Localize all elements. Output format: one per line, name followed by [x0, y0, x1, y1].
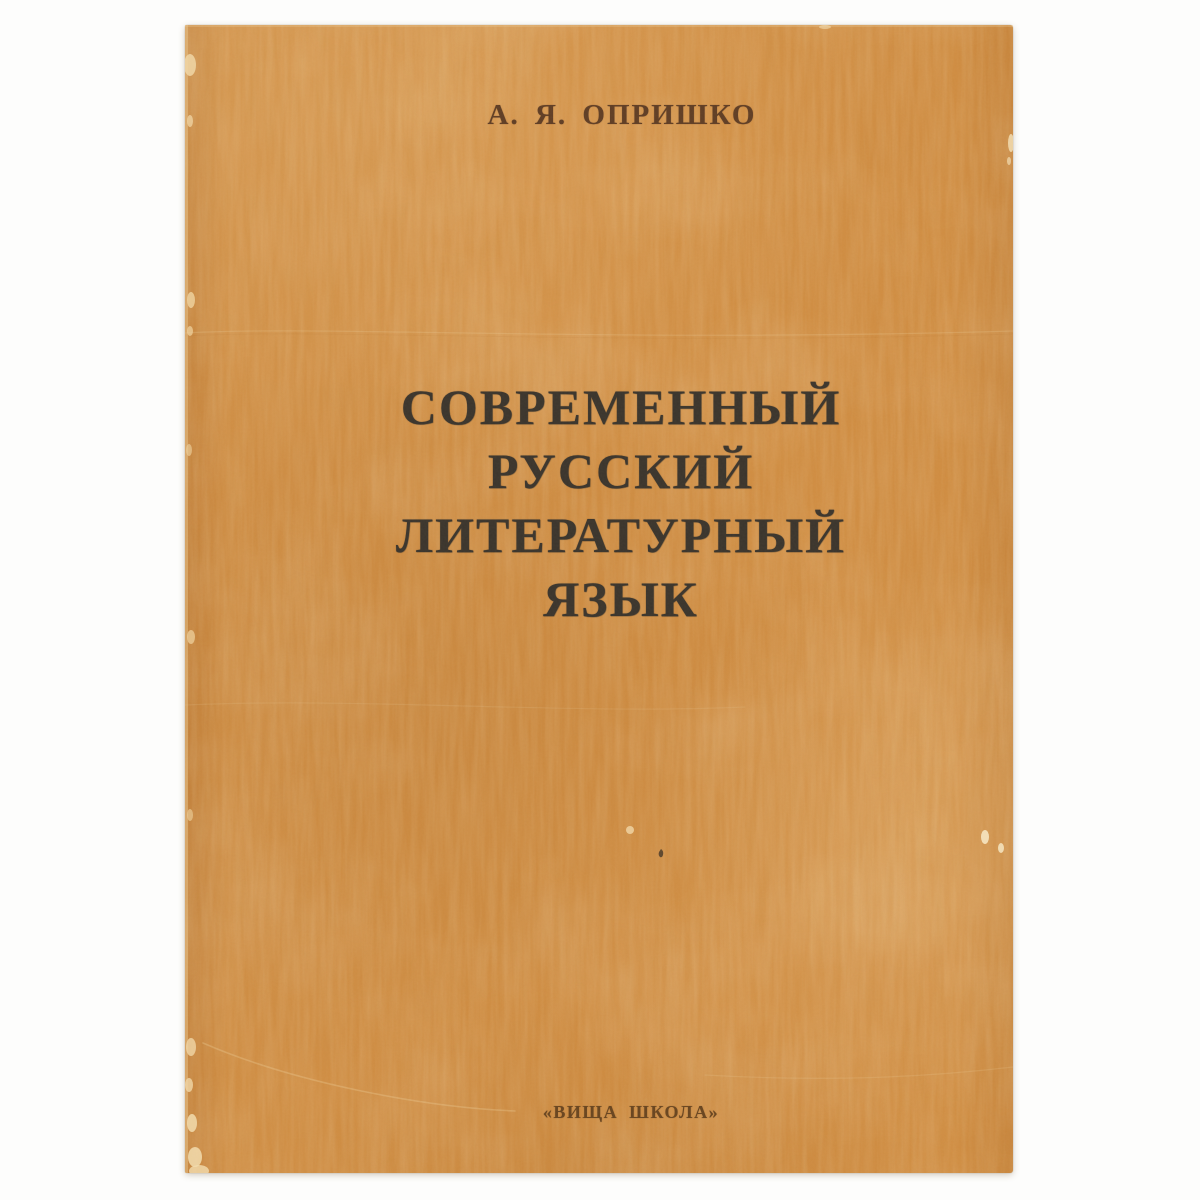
ink-speck	[659, 849, 664, 857]
book-title	[185, 375, 1013, 631]
title-line-2: РУССКИЙ	[487, 443, 755, 499]
title-line-1: СОВРЕМЕННЫЙ	[400, 379, 842, 435]
title-line-3: ЛИТЕРАТУРНЫЙ	[395, 507, 847, 563]
author-name: А. Я. ОПРИШКО	[487, 99, 757, 131]
publisher-imprint: «ВИЩА ШКОЛА»	[542, 1102, 720, 1122]
title-line-4: ЯЗЫК	[543, 571, 699, 627]
book-cover	[185, 25, 1013, 1173]
